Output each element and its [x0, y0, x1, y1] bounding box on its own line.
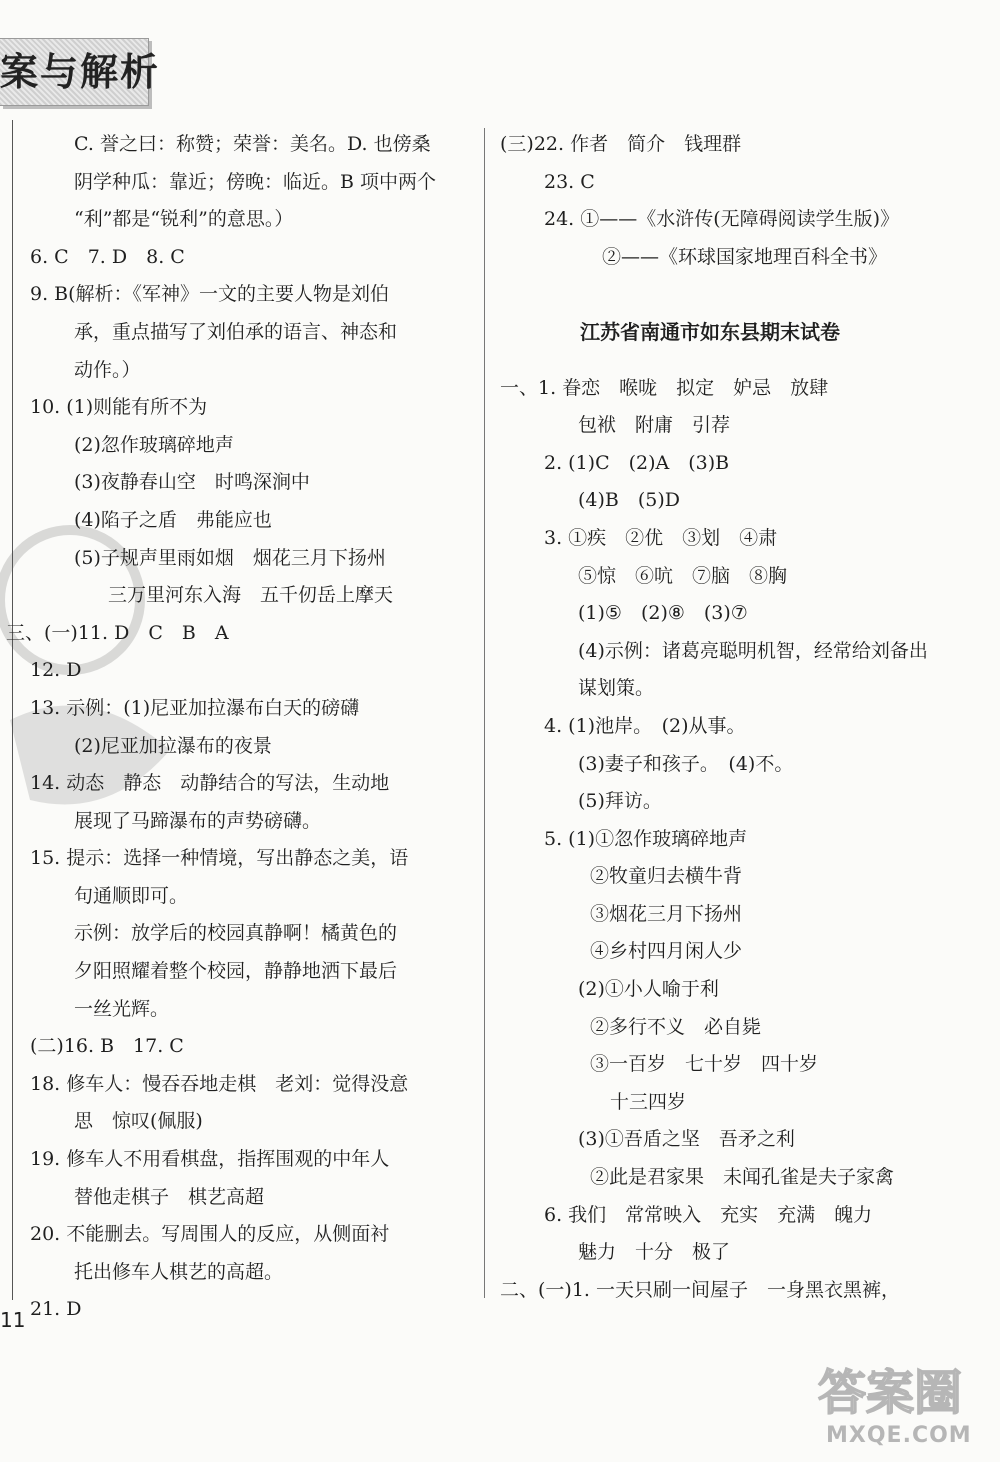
answer-line: 5. (1)①忽作玻璃碎地声 — [544, 827, 748, 850]
column-divider — [484, 128, 485, 1298]
answer-line: 谋划策。 — [578, 677, 655, 700]
answer-line: 替他走棋子 棋艺高超 — [74, 1185, 265, 1208]
answer-line: 句通顺即可。 — [74, 884, 189, 907]
answer-line: (2)尼亚加拉瀑布的夜景 — [74, 734, 272, 757]
answer-line: ③一百岁 七十岁 四十岁 — [590, 1053, 819, 1076]
answer-line: ⑤惊 ⑥吭 ⑦脑 ⑧胸 — [578, 564, 788, 587]
answer-line: 十三四岁 — [610, 1090, 687, 1113]
answer-line: 20. 不能删去。写周围人的反应，从侧面衬 — [30, 1223, 390, 1246]
answer-line: 一丝光辉。 — [74, 997, 170, 1020]
answer-line: 6. C 7. D 8. C — [30, 245, 185, 268]
answer-line: 23. C — [544, 170, 595, 193]
page-number: 11 — [0, 1308, 26, 1332]
answer-line: (5)子规声里雨如烟 烟花三月下扬州 — [74, 546, 386, 569]
answer-line: (2)①小人喻于利 — [578, 978, 719, 1001]
answer-line: ④乡村四月闲人少 — [590, 940, 743, 963]
exam-section-title: 江苏省南通市如东县期末试卷 — [580, 319, 840, 344]
answer-line: 24. ①——《水浒传(无障碍阅读学生版)》 — [544, 208, 900, 231]
site-watermark — [818, 1365, 993, 1453]
watermark-url: MXQE.COM — [826, 1423, 972, 1448]
answer-line: 托出修车人棋艺的高超。 — [74, 1260, 284, 1283]
answer-line: 3. ①疾 ②优 ③划 ④肃 — [544, 526, 778, 549]
answer-line: ②多行不义 必自毙 — [590, 1015, 762, 1038]
answer-line: 21. D — [30, 1298, 82, 1321]
answer-line: 思 惊叹(佩服) — [74, 1110, 203, 1133]
spacer — [500, 352, 920, 370]
answer-line: 4. (1)池岸。 (2)从事。 — [544, 714, 746, 737]
answer-line: ②——《环球国家地理百科全书》 — [602, 245, 888, 268]
answer-line: 6. 我们 常常映入 充实 充满 魄力 — [544, 1203, 873, 1226]
answer-line: 13. 示例：(1)尼亚加拉瀑布白天的磅礴 — [30, 696, 360, 719]
answer-line: 展现了马蹄瀑布的声势磅礴。 — [74, 809, 322, 832]
answer-line: “利”都是“锐利”的意思。） — [74, 208, 294, 231]
answer-line: 二、(一)1. 一天只刷一间屋子 一身黑衣黑裤， — [500, 1278, 900, 1301]
answer-line: 12. D — [30, 659, 82, 682]
left-answer-column — [6, 126, 460, 1329]
answer-line: 2. (1)C (2)A (3)B — [544, 451, 730, 474]
answer-line: (3)夜静春山空 时鸣深涧中 — [74, 471, 310, 494]
answer-line: (4)B (5)D — [578, 489, 681, 512]
answer-line: (5)拜访。 — [578, 790, 662, 813]
answer-line: 夕阳照耀着整个校园，静静地洒下最后 — [74, 960, 398, 983]
answer-line: 10. (1)则能有所不为 — [30, 396, 208, 419]
answer-line: 14. 动态 静态 动静结合的写法，生动地 — [30, 772, 390, 795]
answer-line: 18. 修车人：慢吞吞地走棋 老刘：觉得没意 — [30, 1072, 409, 1095]
answer-line: ②牧童归去横牛背 — [590, 865, 743, 888]
answer-line: 示例：放学后的校园真静啊！橘黄色的 — [74, 922, 398, 945]
answer-line: 15. 提示：选择一种情境，写出静态之美，语 — [30, 847, 409, 870]
answer-line: (3)①吾盾之坚 吾矛之利 — [578, 1128, 795, 1151]
left-margin-rule — [12, 120, 13, 1300]
answer-line: (二)16. B 17. C — [30, 1035, 184, 1058]
answer-line: (4)陷子之盾 弗能应也 — [74, 508, 272, 531]
answer-line: 承，重点描写了刘伯承的语言、神态和 — [74, 320, 398, 343]
answer-line: 一、1. 眷恋 喉咙 拟定 妒忌 放肆 — [500, 376, 829, 399]
answer-line: C. 誉之曰：称赞；荣誉：美名。D. 也傍桑 — [74, 133, 431, 155]
spacer — [500, 276, 920, 314]
page-header-title: 案与解析 — [0, 50, 161, 94]
answer-line: ②此是君家果 未闻孔雀是夫子家禽 — [590, 1166, 895, 1189]
answer-line: (三)22. 作者 简介 钱理群 — [500, 133, 742, 155]
answer-line: 三、(一)11. D C B A — [6, 621, 229, 644]
answer-line: (3)妻子和孩子。 (4)不。 — [578, 752, 794, 775]
answer-line: 三万里河东入海 五千仞岳上摩天 — [108, 584, 394, 607]
answer-line: (1)⑤ (2)⑧ (3)⑦ — [578, 602, 748, 625]
answer-line: 动作。） — [74, 358, 141, 381]
answer-line: 9. B(解析：《军神》一文的主要人物是刘伯 — [30, 283, 390, 306]
answer-line: ③烟花三月下扬州 — [590, 902, 743, 925]
watermark-logo-text: 答案圈 — [818, 1365, 963, 1421]
right-answer-column — [500, 126, 928, 1309]
answer-line: 包袱 附庸 引荐 — [578, 414, 731, 437]
answer-line: 阴学种瓜：靠近；傍晚：临近。B 项中两个 — [74, 170, 437, 193]
answer-line: (4)示例：诸葛亮聪明机智，经常给刘备出 — [578, 639, 928, 662]
answer-line: (2)忽作玻璃碎地声 — [74, 433, 234, 456]
answer-line: 19. 修车人不用看棋盘，指挥围观的中年人 — [30, 1148, 390, 1171]
answer-line: 魅力 十分 极了 — [578, 1241, 731, 1264]
